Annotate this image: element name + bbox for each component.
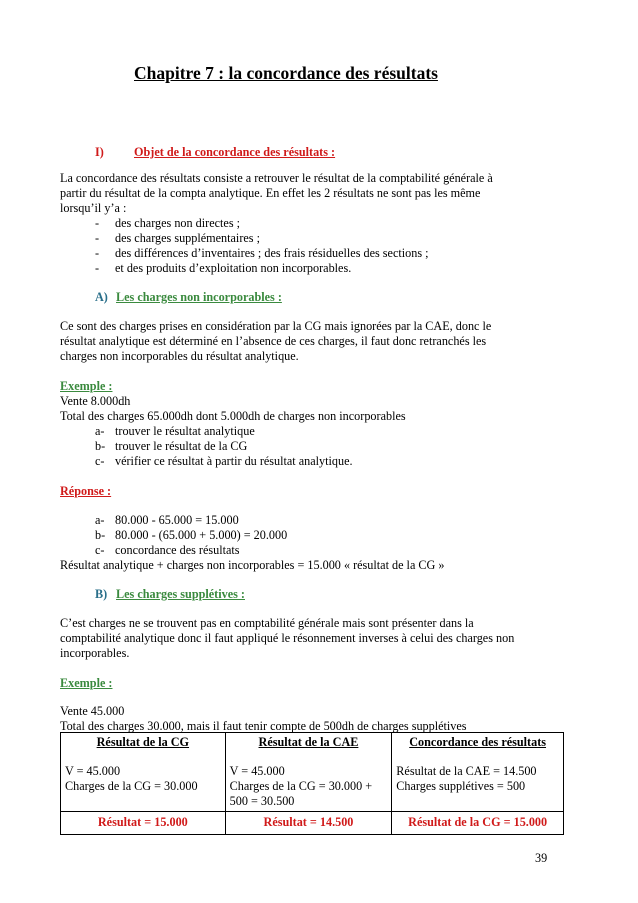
paragraph-line: incorporables. [60,646,130,660]
section-heading: Objet de la concordance des résultats : [134,145,336,159]
example-label: Exemple : [60,379,113,393]
table-header-cell: Résultat de la CAE [225,733,392,765]
example-line: Total des charges 30.000, mais il faut tenir compte de 500dh de charges supplétives [60,719,467,733]
cell-line: Charges de la CG = 30.000 [65,779,198,793]
subsection-number: A) [95,290,108,304]
paragraph-line: résultat analytique est déterminé en l’absence de ces charges, il faut donc retranchés les [60,334,487,348]
bullet-item: et des produits d’exploitation non incorporables. [115,261,352,275]
table-footer-cell: Résultat = 14.500 [225,812,392,835]
table-footer-cell: Résultat de la CG = 15.000 [392,812,564,835]
item-letter: c- [95,454,105,468]
table-cell [225,764,392,812]
answer-conclusion: Résultat analytique + charges non incorporables = 15.000 « résultat de la CG » [60,558,445,572]
item-letter: c- [95,543,105,557]
table-header-cell: Concordance des résultats [392,733,564,765]
cell-line: Charges de la CG = 30.000 + [229,779,373,793]
table-footer-cell: Résultat = 15.000 [61,812,226,835]
paragraph-line: comptabilité analytique donc il faut appliqué le résonnement inverses à celui des charges non [60,631,515,645]
example-line: Vente 45.000 [60,704,125,718]
item-letter: b- [95,528,106,542]
item-letter: a- [95,424,105,438]
subsection-heading: Les charges non incorporables : [116,290,282,304]
results-table [60,732,564,835]
cell-line: Charges supplétives = 500 [396,779,526,793]
bullet-dash: - [95,246,100,260]
paragraph-line: La concordance des résultats consiste a retrouver le résultat de la comptabilité générale à [60,171,493,185]
bullet-dash: - [95,231,100,245]
paragraph-line: C’est charges ne se trouvent pas en comptabilité générale mais sont présenter dans la [60,616,474,630]
table-cell [61,764,226,812]
paragraph-line: partir du résultat de la compta analytique. En effet les 2 résultats ne sont pas les même [60,186,481,200]
cell-line: V = 45.000 [65,764,121,778]
example-line: Total des charges 65.000dh dont 5.000dh de charges non incorporables [60,409,406,423]
bullet-item: des charges supplémentaires ; [115,231,260,245]
table-footer-row [61,812,564,835]
paragraph-line: charges non incorporables du résultat analytique. [60,349,299,363]
cell-line: V = 45.000 [229,764,285,778]
paragraph-line: Ce sont des charges prises en considération par la CG mais ignorées par la CAE, donc le [60,319,492,333]
bullet-dash: - [95,261,100,275]
bullet-dash: - [95,216,100,230]
example-label: Exemple : [60,676,113,690]
table-header-row [61,733,564,765]
subsection-number: B) [95,587,108,601]
example-line: Vente 8.000dh [60,394,131,408]
cell-line: 500 = 30.500 [229,794,295,808]
item-letter: b- [95,439,106,453]
item-text: concordance des résultats [115,543,240,557]
page-title: Chapitre 7 : la concordance des résultats [134,63,438,83]
subsection-heading: Les charges supplétives : [116,587,245,601]
item-text: trouver le résultat analytique [115,424,255,438]
table-cell [392,764,564,812]
item-text: vérifier ce résultat à partir du résultat analytique. [115,454,353,468]
bullet-item: des différences d’inventaires ; des frais résiduelles des sections ; [115,246,429,260]
table-row [61,764,564,812]
bullet-item: des charges non directes ; [115,216,240,230]
cell-line: Résultat de la CAE = 14.500 [396,764,537,778]
item-text: 80.000 - 65.000 = 15.000 [115,513,239,527]
item-letter: a- [95,513,105,527]
item-text: trouver le résultat de la CG [115,439,248,453]
page-number: 39 [535,851,548,865]
table-header-cell: Résultat de la CG [61,733,226,765]
paragraph-line: lorsqu’il y’a : [60,201,127,215]
answer-label: Réponse : [60,484,112,498]
item-text: 80.000 - (65.000 + 5.000) = 20.000 [115,528,288,542]
section-number: I) [95,145,104,159]
